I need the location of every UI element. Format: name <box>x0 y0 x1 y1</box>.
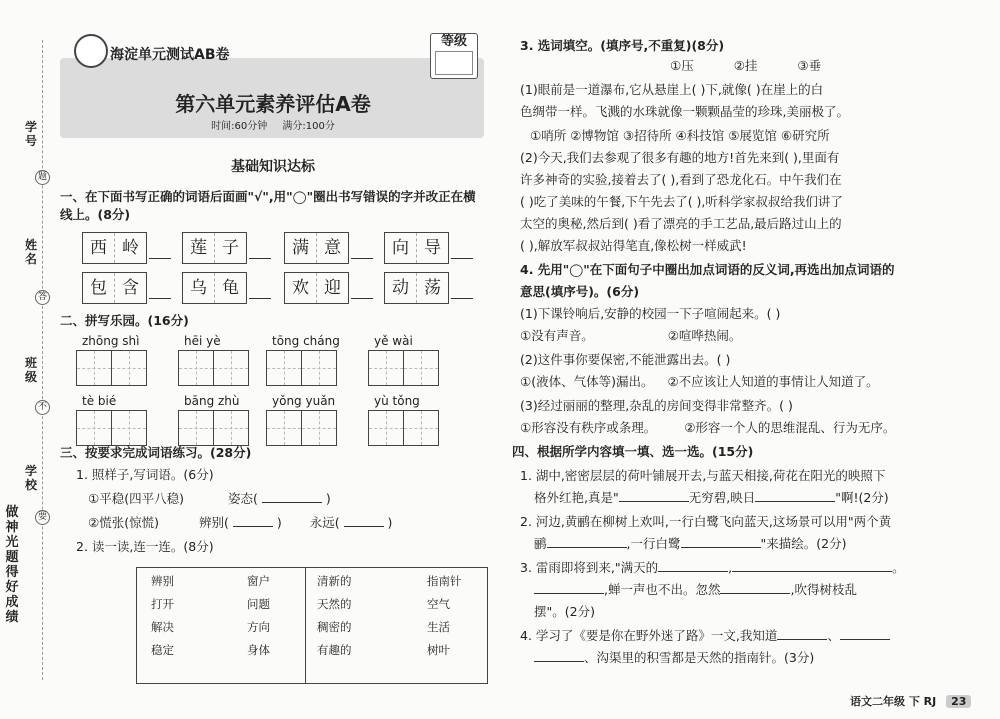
word-char[interactable]: 岭 <box>122 238 139 258</box>
word-char[interactable]: 子 <box>222 238 239 258</box>
match-item[interactable]: 天然的 <box>317 597 352 611</box>
cut-line <box>42 40 43 680</box>
grade-box[interactable] <box>430 33 478 79</box>
match-left-words <box>151 570 174 662</box>
pinyin-label: tōng cháng <box>272 334 340 348</box>
writing-cell[interactable] <box>267 351 302 385</box>
example-word: ①平稳(四平八稳) <box>88 491 184 506</box>
answer-blank[interactable] <box>681 547 761 548</box>
option: ①没有声音。 <box>520 328 594 343</box>
match-item[interactable]: 空气 <box>427 597 450 611</box>
text: ,蝉一声也不出。忽然 <box>604 582 721 597</box>
match-item[interactable]: 解决 <box>151 620 174 634</box>
p2-line-c: ( )吃了美味的午餐,下午先去了( ),听科学家叔叔给我们讲了 <box>520 194 843 209</box>
answer-blank[interactable] <box>534 593 604 594</box>
text: 3. 雷雨即将到来,"满天的 <box>520 560 659 575</box>
margin-label-school: 学校 <box>24 464 37 492</box>
text: 格外红艳,真是" <box>534 490 619 505</box>
p2-line-b: 许多神奇的实验,接着去了( ),看到了恐龙化石。中午我们在 <box>520 172 842 187</box>
answer-blank[interactable] <box>840 639 890 640</box>
match-item[interactable]: 窗户 <box>247 574 270 588</box>
q3-4-prompt-b: 意思(填序号)。(6分) <box>520 284 640 299</box>
text: 、沟渠里的积雪都是天然的指南针。(3分) <box>584 650 815 665</box>
word-box <box>82 272 147 304</box>
option: ①压 <box>670 58 694 73</box>
writing-cell[interactable] <box>179 411 214 445</box>
brand-name: 海淀单元测试AB卷 <box>110 47 230 63</box>
margin-circle-1: 题 <box>35 170 50 185</box>
correction-blank[interactable] <box>149 298 171 299</box>
paren: ) <box>276 515 282 530</box>
correction-blank[interactable] <box>249 298 271 299</box>
brand-logo-icon <box>74 34 108 68</box>
answer-blank[interactable] <box>233 526 273 527</box>
fill-4-a: 4. 学习了《要是你在野外迷了路》一文,我知道 、 <box>520 624 980 648</box>
word-char[interactable]: 西 <box>83 233 115 263</box>
correction-blank[interactable] <box>249 258 271 259</box>
answer-blank[interactable] <box>534 661 584 662</box>
match-item[interactable]: 身体 <box>247 643 270 657</box>
margin-circle-3: 不 <box>35 400 50 415</box>
match-right-targets <box>427 570 462 662</box>
writing-grid <box>368 410 439 446</box>
word-char[interactable]: 欢 <box>285 273 317 303</box>
prompt-word: 永远( <box>309 515 340 530</box>
writing-cell[interactable] <box>214 351 248 385</box>
option: ②挂 <box>733 58 758 73</box>
exam-meta <box>58 117 488 132</box>
word-char[interactable]: 包 <box>83 273 115 303</box>
pinyin-label: bāng zhù <box>184 394 240 408</box>
writing-grid <box>266 410 337 446</box>
text: ,吹得树枝乱 <box>790 582 857 597</box>
example-word: ②慌张(惊慌) <box>88 515 159 530</box>
answer-blank[interactable] <box>262 502 322 503</box>
margin-slogan: 做神光题得好成绩 <box>5 505 19 625</box>
q3-3-prompt: 3. 选词填空。(填序号,不重复)(8分) <box>520 38 725 53</box>
word-char[interactable]: 龟 <box>222 278 239 298</box>
text: , <box>728 560 733 575</box>
text: "来描绘。(2分) <box>760 536 847 551</box>
word-box <box>82 232 147 264</box>
word-box <box>284 232 349 264</box>
writing-cell[interactable] <box>214 411 248 445</box>
match-item[interactable]: 清新的 <box>317 574 352 588</box>
word-char[interactable]: 满 <box>285 233 317 263</box>
p2-line-d: 太空的奥秘,然后到( )看了漂亮的手工艺品,最后路过山上的 <box>520 216 842 231</box>
sentence-3-options <box>520 416 980 440</box>
fill-3-a <box>520 556 980 580</box>
word-char[interactable]: 动 <box>385 273 417 303</box>
options-2: ①哨所 ②博物馆 ③招待所 ④科技馆 ⑤展览馆 ⑥研究所 <box>530 128 830 143</box>
fill-2-a: 2. 河边,黄鹂在柳树上欢叫,一行白鹭飞向蓝天,这场景可以用"两个黄 <box>520 514 892 529</box>
binding-margin <box>0 0 58 719</box>
option: ②不应该让人知道的事情让人知道了。 <box>667 374 879 389</box>
q3-sub2: 2. 读一读,连一连。(8分) <box>76 539 214 554</box>
pinyin-label: yě wài <box>374 334 413 348</box>
match-item[interactable]: 打开 <box>151 597 174 611</box>
match-item[interactable]: 稠密的 <box>317 620 352 634</box>
match-item[interactable]: 指南针 <box>427 574 462 588</box>
word-char[interactable]: 荡 <box>424 278 441 298</box>
p1-line-b: 色绸带一样。飞溅的水珠就像一颗颗晶莹的珍珠,美丽极了。 <box>520 104 849 119</box>
divider <box>305 568 306 683</box>
sentence-3: (3)经过丽丽的整理,杂乱的房间变得非常整齐。( ) <box>520 398 793 413</box>
margin-label-id: 学号 <box>24 120 37 148</box>
option: ②形容一个人的思维混乱、行为无序。 <box>684 420 896 435</box>
answer-blank[interactable] <box>720 593 790 594</box>
match-item[interactable]: 辨别 <box>151 574 174 588</box>
answer-blank[interactable] <box>658 571 728 572</box>
writing-grid <box>76 350 147 386</box>
fill-1-b <box>520 486 980 510</box>
text: 无穷碧,映日 <box>688 490 756 505</box>
page-footer <box>850 693 971 709</box>
option: ③垂 <box>797 58 822 73</box>
pinyin-label: yǒng yuǎn <box>272 394 336 408</box>
word-box <box>384 272 449 304</box>
section-title: 基础知识达标 <box>231 159 315 175</box>
match-left-targets <box>247 570 270 662</box>
word-char[interactable]: 乌 <box>183 273 215 303</box>
writing-cell[interactable] <box>179 351 214 385</box>
sentence-2-options <box>520 370 980 394</box>
word-box <box>182 272 247 304</box>
q1-prompt: 一、在下面书写正确的词语后面画"√",用"◯"圈出书写错误的字并改正在横线上。(8分) <box>60 189 476 222</box>
correction-blank[interactable] <box>351 258 373 259</box>
grade-input[interactable] <box>435 51 473 75</box>
match-item[interactable]: 有趣的 <box>317 643 352 657</box>
paren: ) <box>325 491 331 506</box>
writing-cell[interactable] <box>77 411 112 445</box>
options-1 <box>520 54 970 78</box>
page-number: 23 <box>946 695 971 708</box>
writing-cell[interactable] <box>267 411 302 445</box>
text: ,一行白鹭 <box>626 536 681 551</box>
fill-2-b <box>520 532 980 556</box>
page-title: 第六单元素养评估A卷 <box>175 92 371 116</box>
text: 4. 学习了《要是你在野外迷了路》一文,我知道 <box>520 628 778 643</box>
answer-blank[interactable] <box>732 571 892 572</box>
p1-line-a: (1)眼前是一道瀑布,它从悬崖上( )下,就像( )在崖上的白 <box>520 82 824 97</box>
correction-blank[interactable] <box>451 298 473 299</box>
match-item[interactable]: 树叶 <box>427 643 450 657</box>
q2-prompt: 二、拼写乐园。(16分) <box>60 313 189 328</box>
sentence-2: (2)这件事你要保密,不能泄露出去。( ) <box>520 352 731 367</box>
margin-circle-4: 要 <box>35 510 50 525</box>
match-right-words <box>317 570 352 662</box>
word-char[interactable]: 迎 <box>324 278 341 298</box>
q3-row2 <box>88 514 392 532</box>
q3-prompt: 三、按要求完成词语练习。(28分) <box>60 445 252 460</box>
pinyin-label: zhōng shì <box>82 334 140 348</box>
writing-cell[interactable] <box>302 411 336 445</box>
writing-grid <box>178 350 249 386</box>
paren: ) <box>387 515 393 530</box>
fill-4-b <box>520 646 980 670</box>
correction-blank[interactable] <box>149 258 171 259</box>
full-score: 满分:100分 <box>282 121 335 132</box>
writing-grid <box>178 410 249 446</box>
pinyin-label: hēi yè <box>184 334 221 348</box>
text: 鹂 <box>534 536 547 551</box>
subject-label: 语文二年级 下 RJ <box>850 695 937 708</box>
pinyin-label: yù tǒng <box>374 394 420 408</box>
writing-cell[interactable] <box>112 411 146 445</box>
option: ①(液体、气体等)漏出。 <box>520 374 654 389</box>
correction-blank[interactable] <box>451 258 473 259</box>
writing-cell[interactable] <box>404 351 438 385</box>
writing-cell[interactable] <box>369 411 404 445</box>
match-item[interactable]: 方向 <box>247 620 270 634</box>
answer-blank[interactable] <box>777 639 827 640</box>
writing-grid <box>76 410 147 446</box>
answer-blank[interactable] <box>619 501 689 502</box>
writing-cell[interactable] <box>77 351 112 385</box>
prompt-word: 姿态( <box>227 491 258 506</box>
word-char[interactable]: 导 <box>424 238 441 258</box>
fill-1-a: 1. 湖中,密密层层的荷叶铺展开去,与蓝天相接,荷花在阳光的映照下 <box>520 468 886 483</box>
word-char[interactable]: 意 <box>324 238 341 258</box>
p2-line-a: (2)今天,我们去参观了很多有趣的地方!首先来到( ),里面有 <box>520 150 840 165</box>
word-char[interactable]: 向 <box>385 233 417 263</box>
q3-row1 <box>88 490 331 508</box>
writing-cell[interactable] <box>112 351 146 385</box>
p2-line-e: ( ),解放军叔叔站得笔直,像松树一样威武! <box>520 238 747 253</box>
fill-3-c: 摆"。(2分) <box>534 604 595 619</box>
fill-3-b <box>520 578 980 602</box>
option: ②喧哗热闹。 <box>667 328 742 343</box>
time-limit: 时间:60分钟 <box>211 121 268 132</box>
answer-blank[interactable] <box>547 547 627 548</box>
right-column <box>512 0 990 719</box>
text: "啊!(2分) <box>835 490 889 505</box>
q3-sub1: 1. 照样子,写词语。(6分) <box>76 467 214 482</box>
match-item[interactable]: 生活 <box>427 620 450 634</box>
writing-cell[interactable] <box>302 351 336 385</box>
writing-cell[interactable] <box>369 351 404 385</box>
left-column <box>58 0 500 719</box>
option: ①形容没有秩序或条理。 <box>520 420 657 435</box>
sentence-1-options <box>520 324 980 348</box>
word-char[interactable]: 莲 <box>183 233 215 263</box>
word-box <box>384 232 449 264</box>
answer-blank[interactable] <box>344 526 384 527</box>
text: 。 <box>892 560 905 575</box>
margin-circle-2: 答 <box>35 290 50 305</box>
q4-prompt: 四、根据所学内容填一填、选一选。(15分) <box>512 444 754 459</box>
pinyin-label: tè bié <box>82 394 117 408</box>
grade-label: 等级 <box>440 34 467 49</box>
word-box <box>182 232 247 264</box>
sentence-1: (1)下课铃响后,安静的校园一下子喧闹起来。( ) <box>520 306 781 321</box>
match-item[interactable]: 问题 <box>247 597 270 611</box>
matching-table <box>136 567 488 684</box>
correction-blank[interactable] <box>351 298 373 299</box>
q3-4-prompt-a: 4. 先用"◯"在下面句子中圈出加点词语的反义词,再选出加点词语的 <box>520 262 895 277</box>
match-item[interactable]: 稳定 <box>151 643 174 657</box>
word-char[interactable]: 含 <box>122 278 139 298</box>
writing-grid <box>266 350 337 386</box>
word-box <box>284 272 349 304</box>
prompt-word: 辨别( <box>198 515 229 530</box>
writing-grid <box>368 350 439 386</box>
answer-blank[interactable] <box>755 501 835 502</box>
writing-cell[interactable] <box>404 411 438 445</box>
margin-label-class: 班级 <box>24 356 37 384</box>
margin-label-name: 姓名 <box>24 238 37 266</box>
